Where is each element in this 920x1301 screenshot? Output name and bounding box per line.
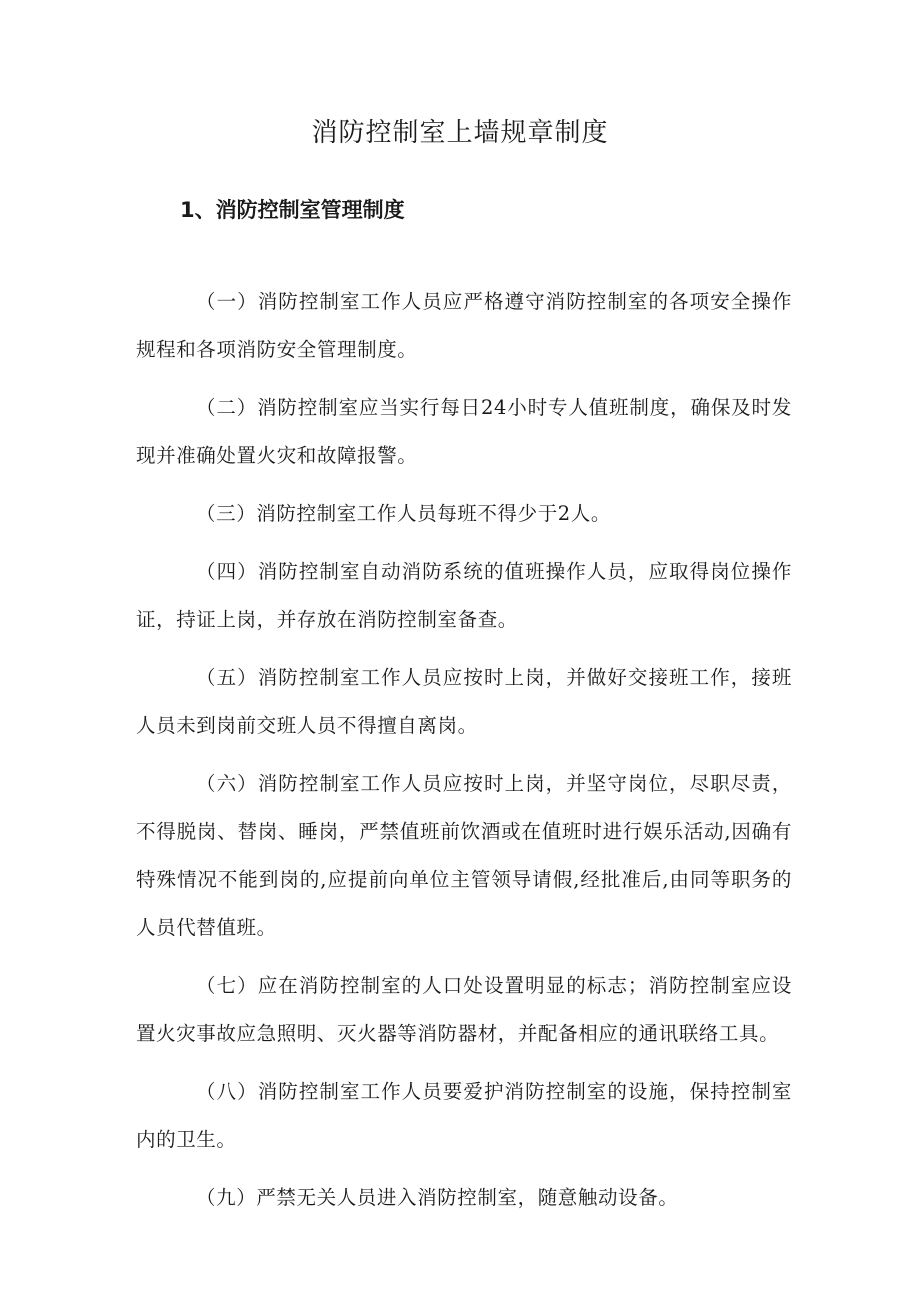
clause-5: （五）消防控制室工作人员应按时上岗，并做好交接班工作，接班人员未到岗前交班人员不得擅自离岗。	[136, 666, 792, 737]
clause-7: （七）应在消防控制室的人口处设置明显的标志；消防控制室应设置火灾事故应急照明、灭火器等消防器材，并配备相应的通讯联络工具。	[136, 974, 792, 1045]
clause-6: （六）消防控制室工作人员应按时上岗，并坚守岗位，尽职尽责，不得脱岗、替岗、睡岗，严禁值班前饮酒或在值班时进行娱乐活动,因确有特殊情况不能到岗的,应提前向单位主管领导请假,经批准后,由同等职务的人员代替值班。	[136, 772, 792, 939]
clause-9: （九）严禁无关人员进入消防控制室，随意触动设备。	[196, 1186, 679, 1209]
clause-2: （二）消防控制室应当实行每日24小时专人值班制度，确保及时发现并准确处置火灾和故障报警。	[136, 396, 792, 467]
clause-8: （八）消防控制室工作人员要爱护消防控制室的设施，保持控制室内的卫生。	[136, 1080, 792, 1151]
section-heading: 1、消防控制室管理制度	[180, 198, 405, 222]
clause-1: （一）消防控制室工作人员应严格遵守消防控制室的各项安全操作规程和各项消防安全管理制度。	[136, 290, 792, 361]
clause-4: （四）消防控制室自动消防系统的值班操作人员，应取得岗位操作证，持证上岗，并存放在消防控制室备查。	[136, 560, 792, 631]
document-body	[136, 278, 792, 1222]
clause-3: （三）消防控制室工作人员每班不得少于2人。	[196, 502, 612, 525]
document-title: 消防控制室上墙规章制度	[311, 118, 609, 148]
